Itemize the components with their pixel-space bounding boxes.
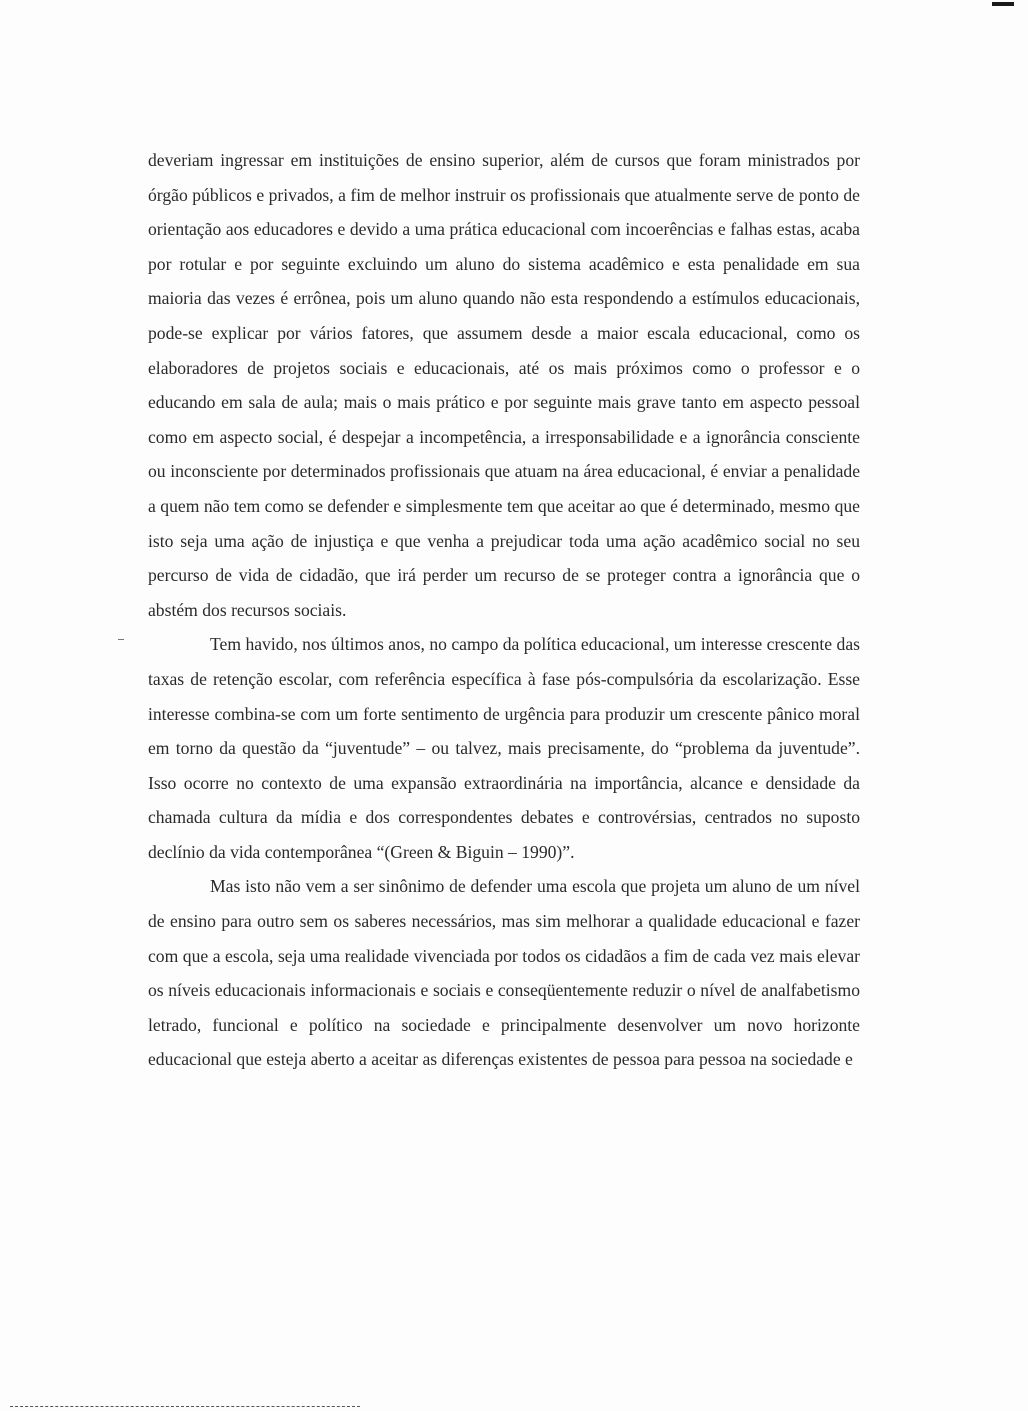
body-text [148, 143, 860, 1077]
scan-artifact-mark [992, 2, 1014, 6]
paragraph-3: Mas isto não vem a ser sinônimo de defender uma escola que projeta um aluno de um nível de ensino para outro sem os saberes necessários, mas sim melhorar a qualidade educacional e fazer com que a escola, seja uma realidade vivenciada por todos os cidadãos a fim de cada vez mais elevar os níveis educacionais informacionais e sociais e conseqüentemente reduzir o nível de analfabetismo letrado, funcional e político na sociedade e principalmente desenvolver um novo horizonte educacional que esteja aberto a aceitar as diferenças existentes de pessoa para pessoa na sociedade e [148, 876, 860, 1070]
scan-bottom-edge [10, 1406, 360, 1408]
paragraph-1: deveriam ingressar em instituições de ensino superior, além de cursos que foram ministrados por órgão públicos e privados, a fim de melhor instruir os profissionais que atualmente serve de ponto de orientação aos educadores e devido a uma prática educacional com incoerências e falhas estas, acaba por rotular e por seguinte excluindo um aluno do sistema acadêmico e esta penalidade em sua maioria das vezes é errônea, pois um aluno quando não esta respondendo a estímulos educacionais, pode-se explicar por vários fatores, que assumem desde a maior escala educacional, como os elaboradores de projetos sociais e educacionais, até os mais próximos como o professor e o educando em sala de aula; mais o mais prático e por seguinte mais grave tanto em aspecto pessoal como em aspecto social, é despejar a incompetência, a irresponsabilidade e a ignorância consciente ou inconsciente por determinados profissionais que atuam na área educacional, é enviar a penalidade a quem não tem como se defender e simplesmente tem que aceitar ao que é determinado, mesmo que isto seja uma ação de injustiça e que venha a prejudicar toda uma ação acadêmico social no seu percurso de vida de cidadão, que irá perder um recurso de se proteger contra a ignorância que o abstém dos recursos sociais. [148, 150, 860, 620]
paragraph-2: Tem havido, nos últimos anos, no campo da política educacional, um interesse crescente das taxas de retenção escolar, com referência específica à fase pós-compulsória da escolarização. Esse interesse combina-se com um forte sentimento de urgência para produzir um crescente pânico moral em torno da questão da “juventude” – ou talvez, mais precisamente, do “problema da juventude”. Isso ocorre no contexto de uma expansão extraordinária na importância, alcance e densidade da chamada cultura da mídia e dos correspondentes debates e controvérsias, centrados no suposto declínio da vida contemporânea “(Green & Biguin – 1990)”. [148, 634, 860, 862]
margin-dash-mark [118, 639, 124, 640]
